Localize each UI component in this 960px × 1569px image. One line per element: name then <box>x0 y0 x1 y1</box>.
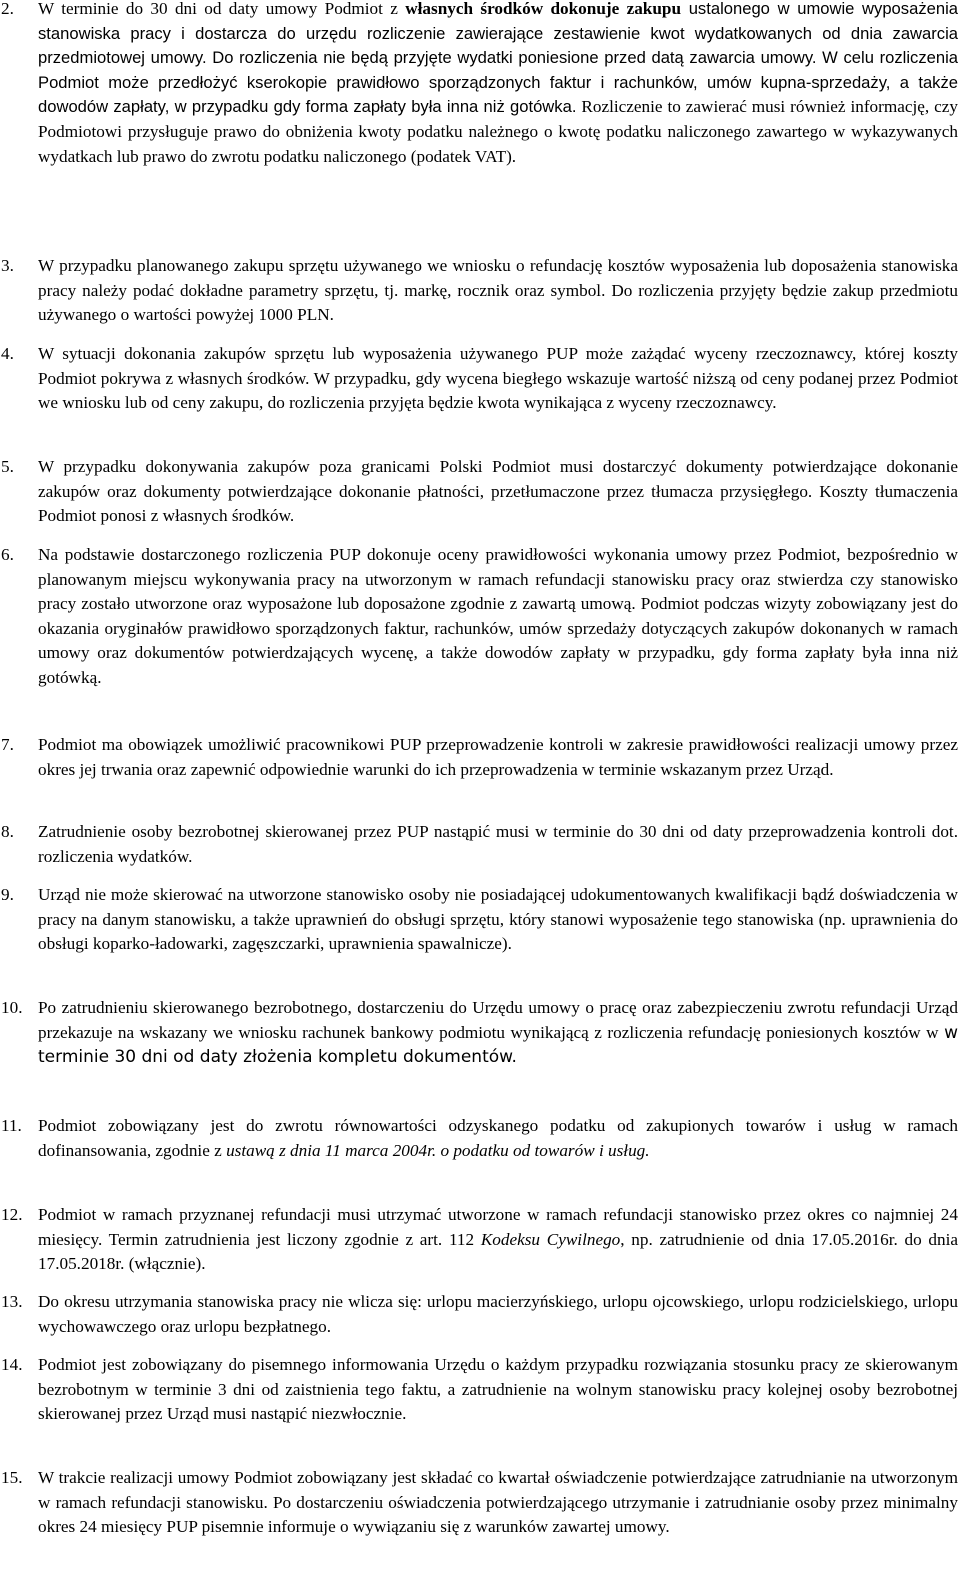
item-text <box>38 0 958 166</box>
item-number: 5. <box>1 457 14 476</box>
item-number: 15. <box>1 1468 23 1487</box>
list-item-4 <box>1 342 958 416</box>
item-text-part: Rozliczenie to zawierać musi również informację, czy Podmiotowi przysługuje prawo do obniżenia kwoty podatku należnego o kwotę podatku naliczonego zawartego w wykazywanych wydatkach lub prawo do zwrotu podatku naliczonego (podatek VAT). <box>38 97 958 166</box>
list-item-9 <box>1 883 958 957</box>
item-text-part: Podmiot w ramach przyznanej refundacji musi utrzymać utworzone w ramach refundacji stanowisko przez okres co najmniej 24 miesięcy. Termin zatrudnienia jest liczony zgodnie z art. 112 <box>38 1205 958 1249</box>
list-item-10 <box>1 996 958 1070</box>
item-text: Podmiot ma obowiązek umożliwić pracownikowi PUP przeprowadzenie kontroli w zakresie prawidłowości realizacji umowy przez okres jej trwania oraz zapewnić odpowiednie warunki do ich przeprowadzenia w terminie wskazanym przez Urząd. <box>38 735 958 779</box>
item-text-bold: własnych środków dokonuje zakupu <box>405 0 682 18</box>
item-text-part: Po zatrudnieniu skierowanego bezrobotnego, dostarczeniu do Urzędu umowy o pracę oraz zabezpieczeniu zwrotu refundacji Urząd przekazuje na wskazany we wniosku rachunek bankowy podmiotu wynikającą z rozliczenia refundację poniesionych kosztów w <box>38 998 958 1042</box>
item-number: 11. <box>1 1116 22 1135</box>
list-item-6 <box>1 543 958 691</box>
item-number: 13. <box>1 1292 23 1311</box>
list-item-14 <box>1 1353 958 1427</box>
list-item-8 <box>1 820 958 869</box>
item-text-part: ustalonego w umowie wyposażenia stanowiska pracy i dostarcza do urzędu rozliczenie zawierające zestawienie kwot wydatkowanych od dnia zawarcia przedmiotowej umowy. Do rozliczenia nie będą przyjęte wydatki poniesione przed datą zawarcia umowy. W celu rozliczenia Podmiot może przedłożyć kserokopie prawidłowo sporządzonych faktur i rachunków, umów kupna-sprzedaży, a także dowodów zapłaty, w przypadku gdy forma zapłaty była inna niż gotówka. <box>38 0 958 117</box>
list-item-13 <box>1 1290 958 1339</box>
item-text: W przypadku dokonywania zakupów poza granicami Polski Podmiot musi dostarczyć dokumenty potwierdzające dokonanie zakupów oraz dokumenty potwierdzające dokonanie płatności, przetłumaczone przez tłumacza przysięgłego. Koszty tłumaczenia Podmiot ponosi z własnych środków. <box>38 457 958 526</box>
item-text-part: W terminie do 30 dni od daty umowy Podmiot z <box>38 0 406 18</box>
item-text-part: w terminie 30 dni od daty złożenia kompletu dokumentów. <box>38 1022 958 1068</box>
item-text: Na podstawie dostarczonego rozliczenia PUP dokonuje oceny prawidłowości wykonania umowy przez Podmiot, bezpośrednio w planowanym miejscu wykonywania pracy na utworzonym w ramach refundacji stanowisku pracy oraz stwierdza czy stanowisko pracy zostało utworzone oraz wyposażone lub doposażone zgodnie z zawartą umową. Podmiot podczas wizyty zobowiązany jest do okazania oryginałów prawidłowo sporządzonych faktur, rachunków, umów sprzedaży dotyczących zakupów dokonanych w ramach umowy oraz dokumentów potwierdzających wycenę, a także dowodów zapłaty w przypadku, gdy forma zapłaty była inna niż gotówką. <box>38 545 958 687</box>
item-text: Zatrudnienie osoby bezrobotnej skierowanej przez PUP nastąpić musi w terminie do 30 dni od daty przeprowadzenia kontroli dot. rozliczenia wydatków. <box>38 822 958 866</box>
item-text-part: Podmiot zobowiązany jest do zwrotu równowartości odzyskanego podatku od zakupionych towarów i usług w ramach dofinansowania, zgodnie z <box>38 1116 958 1160</box>
item-number: 14. <box>1 1355 23 1374</box>
item-text: Urząd nie może skierować na utworzone stanowisko osoby nie posiadającej udokumentowanych kwalifikacji bądź doświadczenia w pracy na danym stanowisku, a także uprawnień do obsługi sprzętu, który stanowi wyposażenie tego stanowiska (np. uprawnienia do obsługi koparko-ładowarki, zagęszczarki, uprawnienia spawalnicze). <box>38 885 958 954</box>
item-text: W przypadku planowanego zakupu sprzętu używanego we wniosku o refundację kosztów wyposażenia lub doposażenia stanowiska pracy należy podać dokładne parametry sprzętu, tj. markę, rocznik oraz symbol. Do rozliczenia przyjęty będzie zakup przedmiotu używanego o wartości powyżej 1000 PLN. <box>38 256 958 325</box>
item-number: 9. <box>1 885 14 904</box>
item-text: Podmiot jest zobowiązany do pisemnego informowania Urzędu o każdym przypadku rozwiązania stosunku pracy ze skierowanym bezrobotnym w terminie 3 dni od zaistnienia tego faktu, a zatrudnienie na wolnym stanowisku pracy kolejnej osoby bezrobotnej skierowanej przez Urząd musi nastąpić niezwłocznie. <box>38 1355 958 1424</box>
item-number: 3. <box>1 256 14 275</box>
item-text <box>38 1205 958 1273</box>
list-item-11 <box>1 1114 958 1163</box>
item-number: 12. <box>1 1205 23 1224</box>
item-number: 7. <box>1 735 14 754</box>
item-text-italic: Kodeksu Cywilnego <box>480 1229 621 1249</box>
item-text <box>38 1116 958 1160</box>
item-number: 8. <box>1 822 14 841</box>
item-text <box>38 998 958 1066</box>
list-item-12 <box>1 1203 958 1277</box>
item-text: Do okresu utrzymania stanowiska pracy nie wlicza się: urlopu macierzyńskiego, urlopu ojcowskiego, urlopu rodzicielskiego, urlopu wychowawczego oraz urlopu bezpłatnego. <box>38 1292 958 1336</box>
item-text-italic: ustawą z dnia 11 marca 2004r. o podatku od towarów i usług. <box>226 1140 650 1160</box>
list-item-15 <box>1 1466 958 1540</box>
item-number: 6. <box>1 545 14 564</box>
item-text-part: , np. zatrudnienie od dnia 17.05.2016r. do dnia 17.05.2018r. (włącznie). <box>38 1229 958 1274</box>
list-item-2 <box>1 0 958 169</box>
item-number: 10. <box>1 998 23 1017</box>
item-number: 2. <box>1 0 14 18</box>
item-text: W sytuacji dokonania zakupów sprzętu lub wyposażenia używanego PUP może zażądać wyceny rzeczoznawcy, której koszty Podmiot pokrywa z własnych środków. W przypadku, gdy wycena biegłego wskazuje wartość niższą od ceny podanej przez Podmiot we wniosku lub od ceny zakupu, do rozliczenia przyjęta będzie kwota wynikająca z wyceny rzeczoznawcy. <box>38 344 958 413</box>
item-number: 4. <box>1 344 14 363</box>
list-item-7 <box>1 733 958 782</box>
list-item-3 <box>1 254 958 328</box>
list-item-5 <box>1 455 958 529</box>
item-text: W trakcie realizacji umowy Podmiot zobowiązany jest składać co kwartał oświadczenie potwierdzające zatrudnianie na utworzonym w ramach refundacji stanowisku. Po dostarczeniu oświadczenia potwierdzającego utrzymanie i zatrudnianie osoby przez minimalny okres 24 miesięcy PUP pisemnie informuje o wywiązaniu się z warunków zawartej umowy. <box>38 1468 958 1537</box>
